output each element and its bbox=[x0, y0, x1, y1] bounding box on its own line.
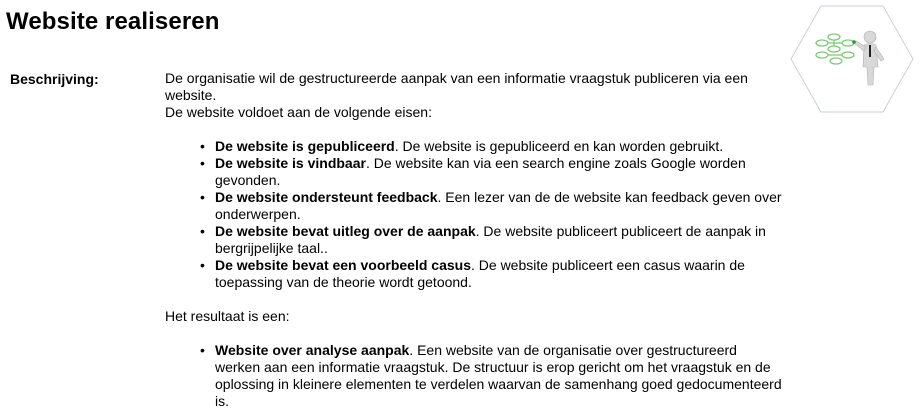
intro-text: De organisatie wil de gestructureerde aanpak van een informatie vraagstuk publiceren via een website. bbox=[165, 70, 748, 103]
list-item: • De website is gepubliceerd. De website is gepubliceerd en kan worden gebruikt. bbox=[215, 138, 785, 155]
description-label: Beschrijving: bbox=[10, 71, 99, 87]
list-item: • Website over analyse aanpak. Een website van de organisatie over gestructureerd werken aan een informatie vraagstuk. De structuur is erop gericht om het vraagstuk en de oplossing in kleinere elementen te verdelen waarvan de samenhang goed gedocumenteerd is. bbox=[215, 342, 785, 410]
list-item: • De website ondersteunt feedback. Een lezer van de de website kan feedback geven over onderwerpen. bbox=[215, 189, 785, 223]
page-title: Website realiseren bbox=[6, 8, 220, 35]
requirements-intro: De website voldoet aan de volgende eisen: bbox=[165, 104, 432, 120]
list-item: • De website is vindbaar. De website kan via een search engine zoals Google worden gevonden. bbox=[215, 155, 785, 189]
description-content bbox=[165, 70, 785, 410]
list-item: • De website bevat een voorbeeld casus. De website publiceert een casus waarin de toepassing van de theorie wordt getoond. bbox=[215, 257, 785, 291]
requirements-list bbox=[165, 138, 785, 291]
results-list bbox=[165, 342, 785, 410]
list-item: • De website bevat uitleg over de aanpak. De website publiceert publiceert de aanpak in bergrijpelijke taal.. bbox=[215, 223, 785, 257]
result-intro: Het resultaat is een: bbox=[165, 308, 290, 324]
person-drawing-diagram-icon bbox=[790, 5, 914, 113]
